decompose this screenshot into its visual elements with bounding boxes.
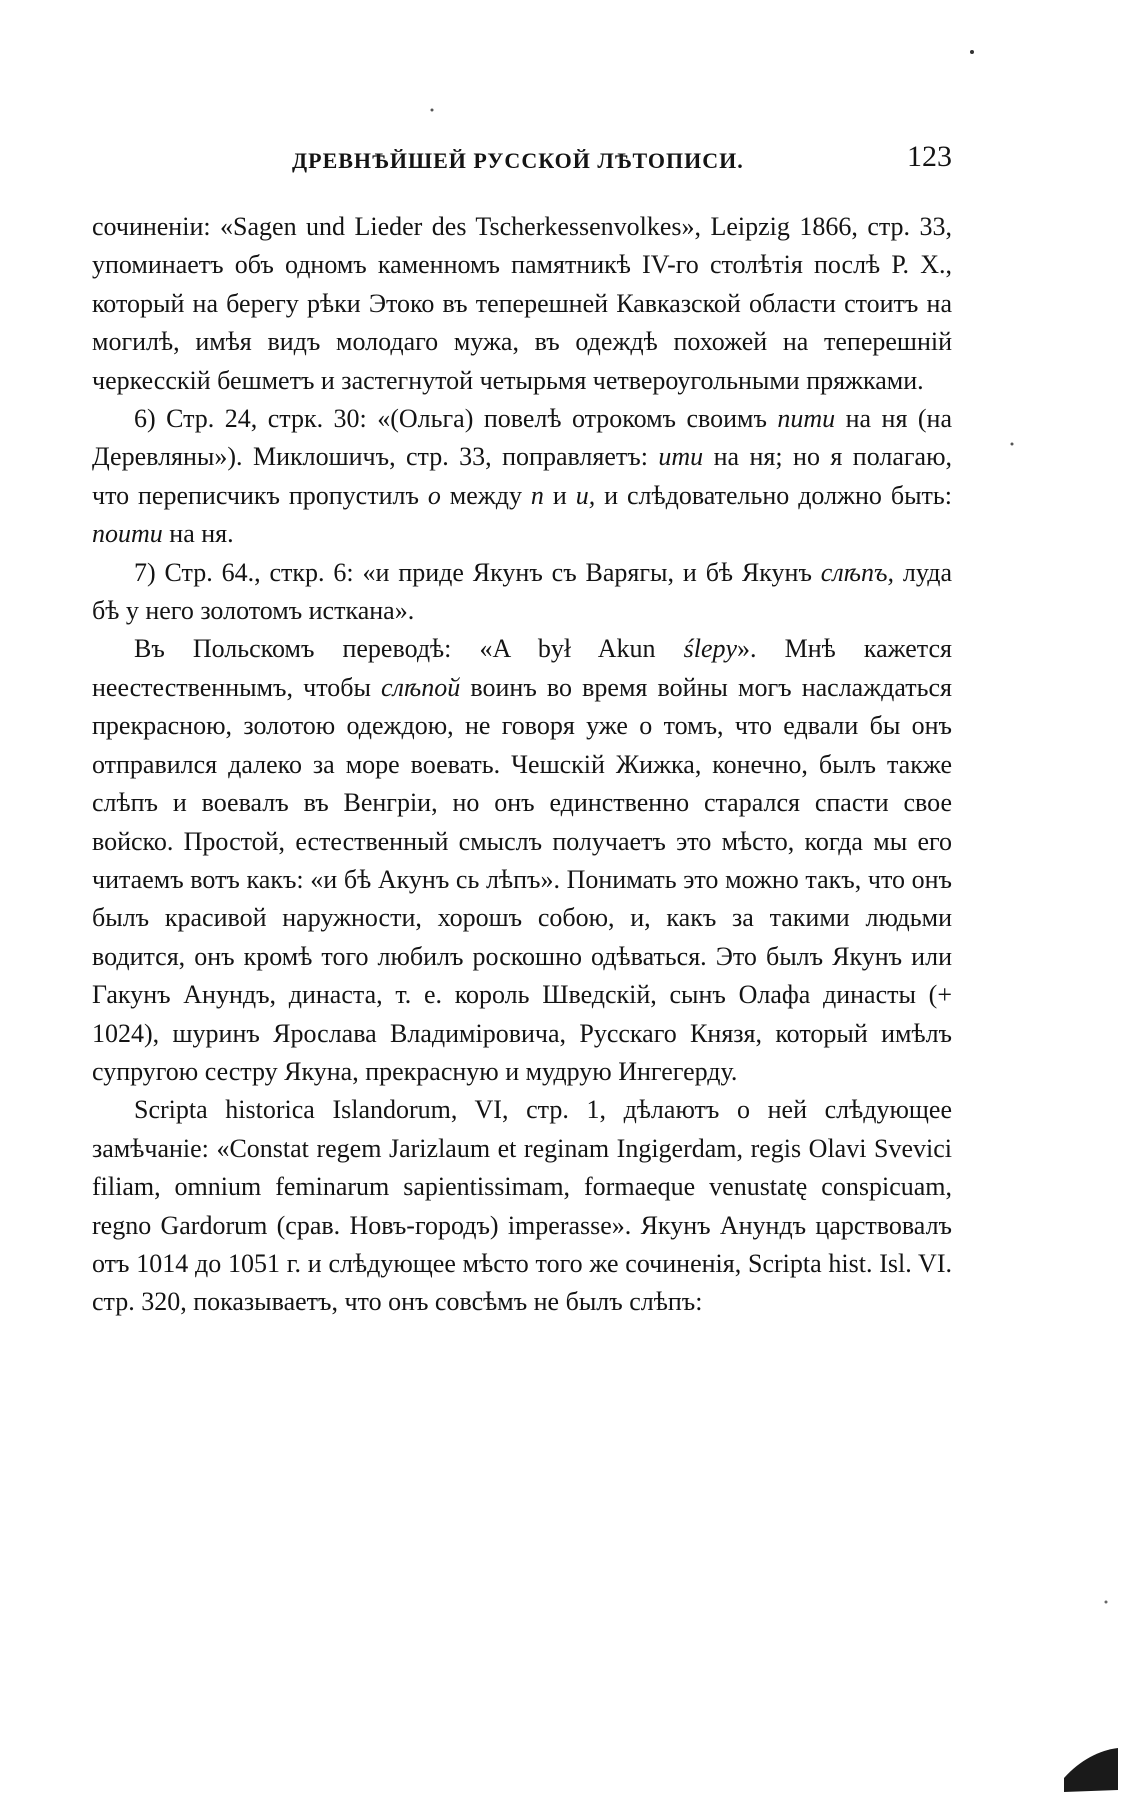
text-run: на ня (на Деревляны»). Миклошичъ, стр. 33, поправляетъ: xyxy=(92,404,952,472)
italic-word: поити xyxy=(92,519,163,549)
text-run: на ня; но я полагаю, что переписчикъ пропустилъ xyxy=(92,442,952,510)
text-run: на ня. xyxy=(162,519,234,549)
paragraph-note-6 xyxy=(92,400,952,554)
italic-word: пити xyxy=(777,404,836,434)
page-number: 123 xyxy=(907,140,952,173)
italic-word: ślepy xyxy=(683,634,738,664)
italic-word: ити xyxy=(658,442,704,472)
italic-word: о xyxy=(427,480,441,510)
paragraph-continuation: сочиненіи: «Sagen und Lieder des Tscherkessenvolkes», Leipzig 1866, стр. 33, упоминаетъ объ одномъ каменномъ памятникѣ IV-го столѣтія послѣ Р. Х., который на берегу рѣки Этоко въ теперешней Кавказской области стоитъ на могилѣ, имѣя видъ молодаго мужа, въ одеждѣ похожей на теперешній черкесскій бешметъ и застегнутой четырьмя четвероугольными пряжками. xyxy=(92,212,952,395)
running-title: ДРЕВНѢЙШЕЙ РУССКОЙ ЛѢТОПИСИ. xyxy=(292,148,744,173)
text-run: между xyxy=(440,480,531,510)
speck xyxy=(1105,1601,1108,1604)
italic-word: п xyxy=(530,480,544,510)
speck xyxy=(431,109,434,112)
paragraph-polish-translation xyxy=(92,630,952,1091)
page-header xyxy=(92,140,952,184)
text-run: 6) Стр. 24, стрк. 30: «(Ольга) повелѣ отрокомъ своимъ xyxy=(134,404,778,434)
text-run: луда бѣ у него золотомъ исткана». xyxy=(92,557,952,626)
italic-word: и, xyxy=(575,480,596,510)
text-run: Въ Польскомъ переводѣ: «A był Akun xyxy=(134,634,684,664)
paragraph-note-7 xyxy=(92,554,952,631)
text-run: 7) Стр. 64., сткр. 6: «и приде Якунъ съ Варягы, и бѣ Якунъ xyxy=(134,557,821,587)
page-edge-mark xyxy=(1064,1748,1118,1792)
text-run: и слѣдовательно должно быть: xyxy=(595,480,953,510)
text-run: и xyxy=(543,480,576,510)
italic-word: слѣпъ, xyxy=(820,557,894,587)
speck xyxy=(970,50,974,54)
speck xyxy=(1011,443,1014,446)
text-run: воинъ во время войны могъ наслаждаться прекрасною, золотою одеждою, не говоря уже о томъ, что едвали бы онъ отправился далеко за море воевать. Чешскій Жижка, конечно, былъ также слѣпъ и воевалъ въ Венгріи, но онъ единственно старался спасти свое войско. Простой, естественный смыслъ получаетъ это мѣсто, когда мы его читаемъ вотъ какъ: «и бѣ Акунъ сь лѣпъ». Понимать это можно такъ, что онъ былъ красивой наружности, хорошъ собою, и, какъ за такими людьми водится, онъ кромѣ того любилъ роскошно одѣваться. Это былъ Якунъ или Гакунъ Анундъ, династа, т. е. король Шведскій, сынъ Олафа династы (+ 1024), шуринъ Ярослава Владиміровича, Русскаго Князя, который имѣлъ супругою сестру Якуна, прекрасную и мудрую Ингегерду. xyxy=(92,672,952,1086)
body-text xyxy=(92,208,952,1322)
text-run: ». Мнѣ кажется неестественнымъ, чтобы xyxy=(92,634,952,702)
paragraph-scripta-historica: Scripta historica Islandorum, VI, стр. 1, дѣлаютъ о ней слѣдующее замѣчаніе: «Constat regem Jarizlaum et reginam Ingigerdam, regis Olavi Svevici filiam, omnium feminarum sapientissimam, formaeque venustatę conspicuam, regno Gardorum (срав. Новъ-городъ) imperasse». Якунъ Анундъ царствовалъ отъ 1014 до 1051 г. и слѣдующее мѣсто того же сочиненія, Scripta hist. Isl. VI. стр. 320, показываетъ, что онъ совсѣмъ не былъ слѣпъ: xyxy=(92,1095,952,1317)
italic-word: слѣпой xyxy=(381,672,461,702)
